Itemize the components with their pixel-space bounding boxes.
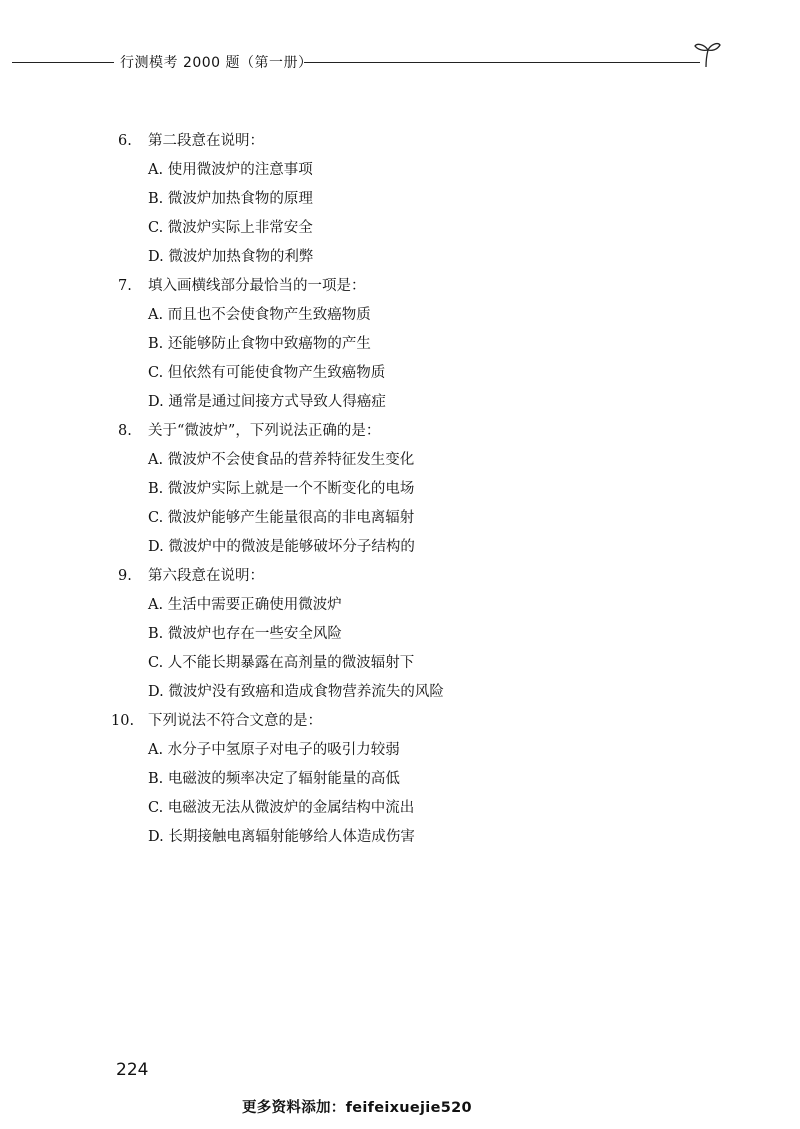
option-b: B. 微波炉实际上就是一个不断变化的电场 xyxy=(148,481,415,497)
option-d: D. 微波炉加热食物的利弊 xyxy=(148,249,314,265)
question-stem xyxy=(111,707,678,736)
option-a: A. 而且也不会使食物产生致癌物质 xyxy=(148,307,371,323)
running-header xyxy=(12,50,788,74)
question-text: 第二段意在说明： xyxy=(148,133,264,149)
option-d: D. 通常是通过间接方式导致人得癌症 xyxy=(148,394,386,410)
option-d: D. 长期接触电离辐射能够给人体造成伤害 xyxy=(148,829,415,845)
question-stem xyxy=(118,562,678,591)
question-stem xyxy=(118,127,678,156)
question-text: 第六段意在说明： xyxy=(148,568,264,584)
header-title: 行测模考 2000 题（第一册） xyxy=(120,55,313,71)
option-c: C. 但依然有可能使食物产生致癌物质 xyxy=(148,365,386,381)
option-c: C. 人不能长期暴露在高剂量的微波辐射下 xyxy=(148,655,415,671)
option-b: B. 微波炉也存在一些安全风险 xyxy=(148,626,342,642)
question-text: 下列说法不符合文意的是： xyxy=(148,713,322,729)
question-number: 8. xyxy=(118,423,132,439)
question-number: 10. xyxy=(111,713,135,729)
option-a: A. 水分子中氢原子对电子的吸引力较弱 xyxy=(148,742,400,758)
option-c: C. 电磁波无法从微波炉的金属结构中流出 xyxy=(148,800,415,816)
header-rule-left xyxy=(12,62,114,63)
option-c: C. 微波炉能够产生能量很高的非电离辐射 xyxy=(148,510,415,526)
option-a: A. 生活中需要正确使用微波炉 xyxy=(148,597,342,613)
question-text: 填入画横线部分最恰当的一项是： xyxy=(148,278,366,294)
question-number: 6. xyxy=(118,133,132,149)
page-number: 224 xyxy=(116,1060,149,1080)
question-number: 7. xyxy=(118,278,132,294)
header-rule-right xyxy=(304,62,700,63)
question-number: 9. xyxy=(118,568,132,584)
option-b: B. 微波炉加热食物的原理 xyxy=(148,191,313,207)
option-b: B. 还能够防止食物中致癌物的产生 xyxy=(148,336,371,352)
footer-note: 更多资料添加：feifeixuejie520 xyxy=(242,1100,472,1116)
question-8 xyxy=(118,417,678,562)
question-list xyxy=(111,127,678,852)
option-a: A. 微波炉不会使食品的营养特征发生变化 xyxy=(148,452,415,468)
sprout-icon xyxy=(692,40,722,68)
question-6 xyxy=(118,127,678,272)
question-9 xyxy=(118,562,678,707)
option-c: C. 微波炉实际上非常安全 xyxy=(148,220,313,236)
option-d: D. 微波炉中的微波是能够破坏分子结构的 xyxy=(148,539,415,555)
question-stem xyxy=(118,272,678,301)
option-b: B. 电磁波的频率决定了辐射能量的高低 xyxy=(148,771,400,787)
question-10 xyxy=(111,707,678,852)
question-7 xyxy=(118,272,678,417)
option-a: A. 使用微波炉的注意事项 xyxy=(148,162,313,178)
question-text: 关于“微波炉”，下列说法正确的是： xyxy=(148,423,381,439)
question-stem xyxy=(118,417,678,446)
option-d: D. 微波炉没有致癌和造成食物营养流失的风险 xyxy=(148,684,444,700)
